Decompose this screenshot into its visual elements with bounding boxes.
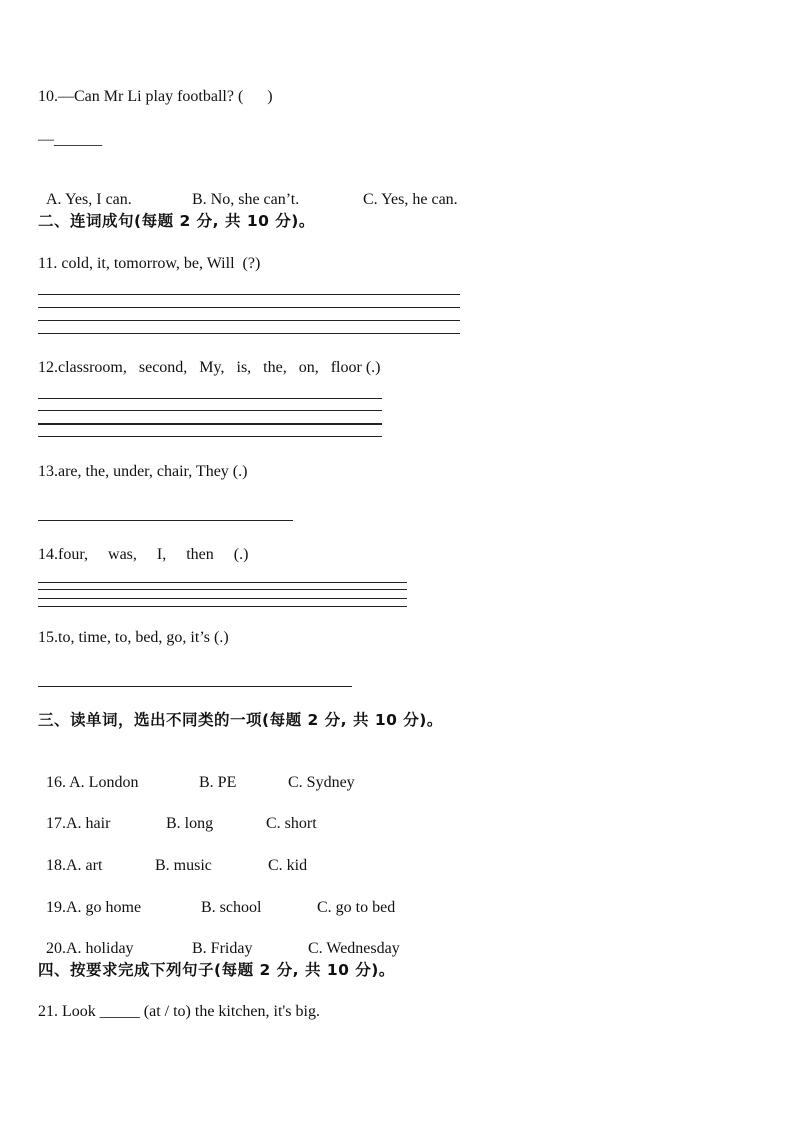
q12-answer-line-1[interactable] bbox=[38, 398, 382, 399]
q17-option-b[interactable]: B. long bbox=[166, 815, 214, 832]
q21-prompt: 21. Look _____ (at / to) the kitchen, it's big. bbox=[38, 1003, 320, 1020]
q18-option-b[interactable]: B. music bbox=[155, 857, 212, 874]
q10-option-a[interactable]: A. Yes, I can. bbox=[46, 191, 132, 208]
q16-option-a[interactable]: 16. A. London bbox=[46, 774, 139, 791]
q19-option-c[interactable]: C. go to bed bbox=[317, 899, 396, 916]
q19-row bbox=[38, 878, 395, 918]
q10-option-b[interactable]: B. No, she can’t. bbox=[192, 191, 300, 208]
q16-option-b[interactable]: B. PE bbox=[199, 774, 237, 791]
q10-question: 10.—Can Mr Li play football? ( ) bbox=[38, 88, 273, 105]
q18-row bbox=[38, 836, 307, 876]
q11-answer-line-3[interactable] bbox=[38, 320, 460, 321]
q14-answer-line-1[interactable] bbox=[38, 582, 407, 583]
q10-option-c[interactable]: C. Yes, he can. bbox=[363, 191, 458, 208]
q12-prompt: 12.classroom, second, My, is, the, on, floor (.) bbox=[38, 359, 381, 376]
q17-option-c[interactable]: C. short bbox=[266, 815, 317, 832]
q13-answer-line[interactable] bbox=[38, 520, 293, 521]
q17-option-a[interactable]: 17.A. hair bbox=[46, 815, 111, 832]
q15-prompt: 15.to, time, to, bed, go, it’s (.) bbox=[38, 629, 229, 646]
q17-row bbox=[38, 794, 317, 834]
q13-prompt: 13.are, the, under, chair, They (.) bbox=[38, 463, 248, 480]
q10-answer-line: —______ bbox=[38, 131, 102, 148]
q14-answer-line-3[interactable] bbox=[38, 598, 407, 599]
q12-answer-line-3[interactable] bbox=[38, 423, 382, 425]
q15-answer-line[interactable] bbox=[38, 686, 352, 687]
q10-options bbox=[38, 170, 458, 210]
q20-option-b[interactable]: B. Friday bbox=[192, 940, 253, 957]
section3-heading: 三、读单词，选出不同类的一项(每题 2 分, 共 10 分)。 bbox=[38, 711, 443, 729]
section2-heading: 二、连词成句(每题 2 分, 共 10 分)。 bbox=[38, 212, 315, 230]
q14-prompt: 14.four, was, I, then (.) bbox=[38, 546, 249, 563]
q14-answer-line-2[interactable] bbox=[38, 589, 407, 590]
q16-option-c[interactable]: C. Sydney bbox=[288, 774, 355, 791]
q18-option-c[interactable]: C. kid bbox=[268, 857, 308, 874]
q12-answer-line-4[interactable] bbox=[38, 436, 382, 437]
q14-answer-line-4[interactable] bbox=[38, 606, 407, 607]
q11-answer-line-1[interactable] bbox=[38, 294, 460, 295]
q20-option-c[interactable]: C. Wednesday bbox=[308, 940, 400, 957]
q19-option-b[interactable]: B. school bbox=[201, 899, 262, 916]
q11-answer-line-4[interactable] bbox=[38, 333, 460, 334]
q16-row bbox=[38, 753, 355, 793]
q20-option-a[interactable]: 20.A. holiday bbox=[46, 940, 134, 957]
q19-option-a[interactable]: 19.A. go home bbox=[46, 899, 142, 916]
q20-row bbox=[38, 919, 400, 959]
q11-prompt: 11. cold, it, tomorrow, be, Will (?) bbox=[38, 255, 261, 272]
section4-heading: 四、按要求完成下列句子(每题 2 分, 共 10 分)。 bbox=[38, 961, 395, 979]
q12-answer-line-2[interactable] bbox=[38, 410, 382, 411]
q11-answer-line-2[interactable] bbox=[38, 307, 460, 308]
q18-option-a[interactable]: 18.A. art bbox=[46, 857, 103, 874]
